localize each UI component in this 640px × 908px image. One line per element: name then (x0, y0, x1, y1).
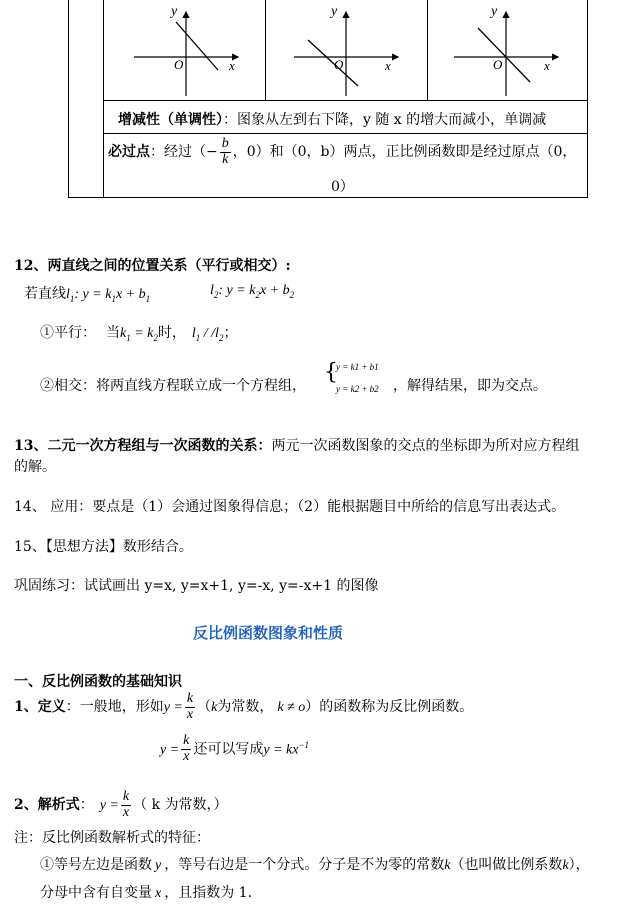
section-13-line2: 的解。 (14, 459, 56, 475)
section-14: 14、 应用：要点是（1）会通过图象得信息；（2）能根据题目中所给的信息写出表达式。 (14, 499, 566, 515)
section-12-title: 12、两直线之间的位置关系（平行或相交）: (14, 258, 291, 274)
graph2-origin-label: O (334, 57, 344, 72)
graph3-x-label: x (544, 58, 550, 73)
graph1-origin-label: O (174, 57, 184, 72)
note-title: 注：反比例函数解析式的特征： (14, 830, 210, 846)
line-l1-equation: $l_1$: $y = k_1x + b_1$ (66, 287, 151, 304)
section-13: 13、二元一次方程组与一次函数的关系：两元一次函数图象的交点的坐标即为所对应方程组 (14, 438, 580, 454)
passes-label: 必过点 (108, 144, 150, 160)
fraction-b-over-k: $\frac{b}{k}$ (221, 135, 229, 167)
system-eq-1: y = k1 + b1 (336, 362, 379, 372)
definition: 1、定义：一般地，形如y = $\frac{k}{x}$ （k为常数， k ≠ o）的函数称为反比例函数。 (14, 690, 474, 722)
graph2-y-label: y (331, 4, 338, 19)
passes-text-b: ，0）和（0，b）两点，正比例函数即是经过原点（0， (232, 144, 577, 160)
graph-decreasing-negative-intercept (290, 4, 405, 98)
passes-row: 必过点：经过（− $\frac{b}{k}$ ，0）和（0，b）两点，正比例函数即是经过原点（0， (108, 135, 577, 167)
equation-system: { (324, 360, 338, 385)
graph3-origin-label: O (493, 57, 503, 72)
practice-exercise: 巩固练习：试试画出 y=x, y=x+1, y=-x, y=-x+1 的图像 (14, 578, 379, 594)
note-item-1-line2: 分母中含有自变量 x ，且指数为 1. (40, 885, 253, 901)
intersect-condition: ②相交：将两直线方程联立成一个方程组， (40, 378, 306, 394)
line-l2-equation: $l_2$: $y = k_2x + b_2$ (210, 283, 295, 300)
passes-text-c: 0） (331, 179, 354, 195)
intersect-end: ，解得结果，即为交点。 (393, 378, 547, 394)
two-lines-definition: 若直线$l_1$: $y = k_1x + b_1$ (24, 286, 151, 304)
graph-decreasing-through-origin (450, 4, 565, 98)
graph2-x-label: x (385, 58, 391, 73)
graph-decreasing-positive-intercept (130, 4, 245, 98)
parallel-condition: ①平行： 当$k_1 = k_2$时， $l_1 / /l_2$； (40, 325, 238, 343)
monotonic-text: ：图象从左到右下降，y 随 x 的增大而减小，单调减 (223, 112, 547, 128)
monotonic-row (118, 109, 546, 129)
alternate-form: y = $\frac{k}{x}$ 还可以写成$y = kx^{-1}$ (160, 733, 310, 765)
passes-text-a: ：经过（ (150, 144, 206, 160)
graph1-x-label: x (229, 58, 235, 73)
graph3-y-label: y (491, 4, 498, 19)
graph1-y-label: y (171, 4, 178, 19)
system-eq-2: y = k2 + b2 (336, 384, 379, 394)
section-15: 15、【思想方法】数形结合。 (14, 539, 193, 555)
monotonic-label: 增减性（单调性） (118, 112, 223, 128)
section-heading: 反比例函数图象和性质 (193, 624, 344, 642)
part-1-title: 一、反比例函数的基础知识 (14, 674, 182, 690)
analytic-expression: 2、解析式： y = $\frac{k}{x}$ （ k 为常数，） (14, 788, 228, 820)
note-item-1: ①等号左边是函数 y ，等号右边是一个分式。分子是不为零的常数k（也叫做比例系数k）， (40, 857, 590, 873)
